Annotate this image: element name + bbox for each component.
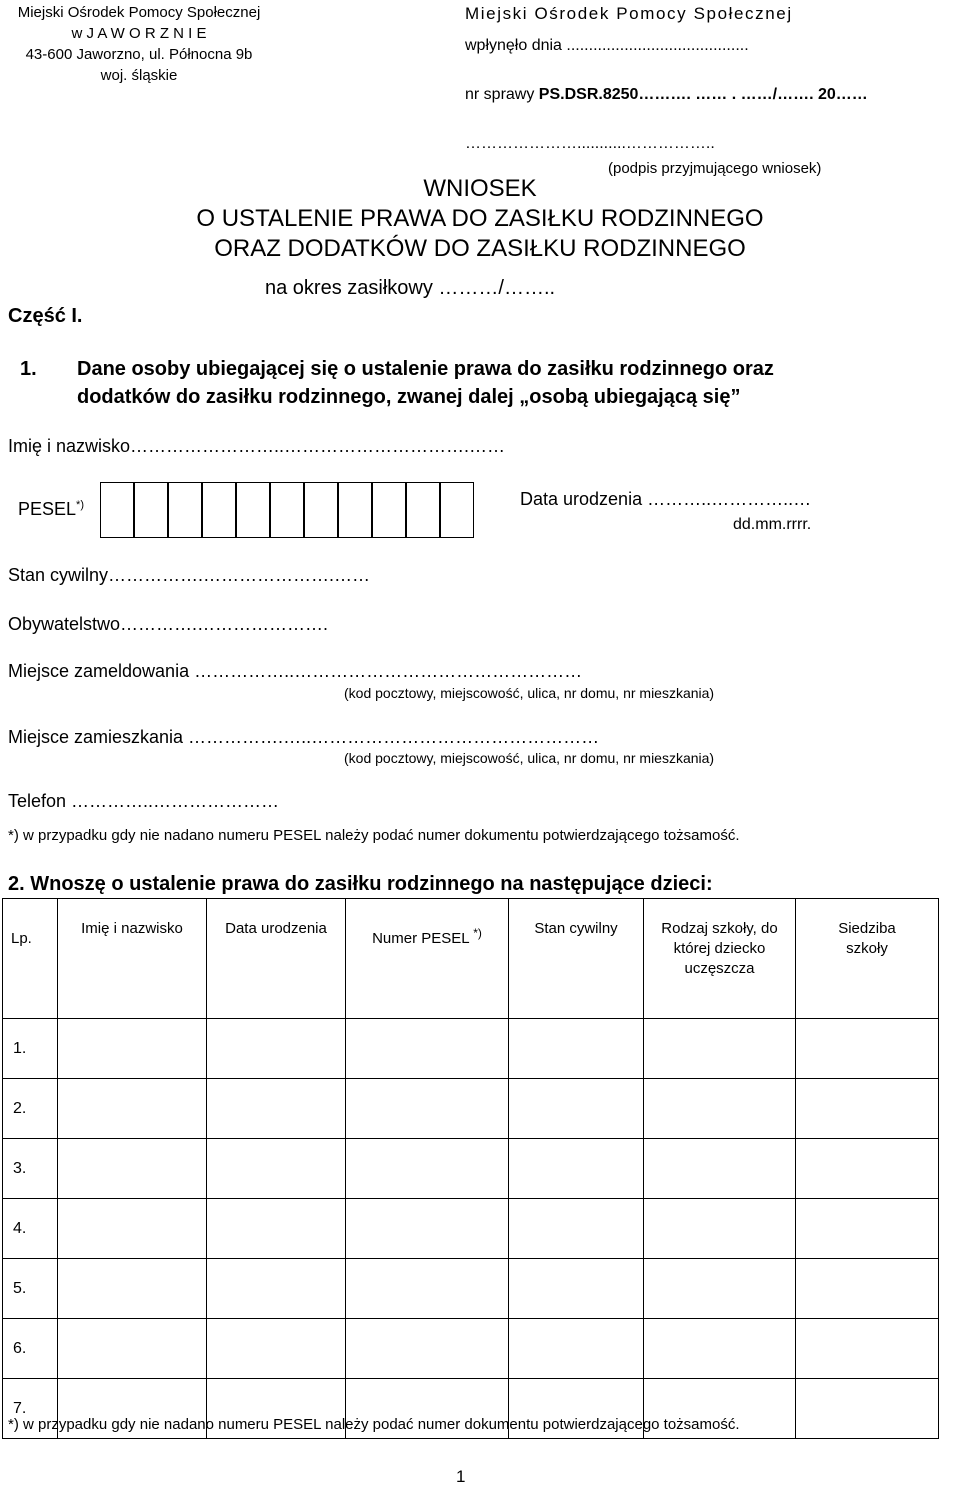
row-number: 1. <box>3 1019 58 1079</box>
pesel-digit-box[interactable] <box>270 482 304 538</box>
signature-caption: (podpis przyjmującego wniosek) <box>608 160 822 177</box>
pesel-digit-box[interactable] <box>168 482 202 538</box>
row-number: 5. <box>3 1259 58 1319</box>
pesel-digit-box[interactable] <box>338 482 372 538</box>
table-row <box>3 1259 939 1319</box>
part-label: Część I. <box>8 305 83 327</box>
child-marital-cell[interactable] <box>509 1199 644 1259</box>
pesel-label <box>18 499 84 520</box>
table-row <box>3 1199 939 1259</box>
section-2-heading: 2. Wnoszę o ustalenie prawa do zasiłku rodzinnego na następujące dzieci: <box>8 873 713 895</box>
child-pesel-cell[interactable] <box>346 1139 509 1199</box>
child-school-seat-cell[interactable] <box>796 1379 939 1439</box>
child-name-cell[interactable] <box>58 1079 207 1139</box>
institution-stamp <box>8 2 270 86</box>
child-name-cell[interactable] <box>58 1139 207 1199</box>
residence-address-hint: (kod pocztowy, miejscowość, ulica, nr domu, nr mieszkania) <box>344 750 715 766</box>
table-row <box>3 1319 939 1379</box>
pesel-digit-box[interactable] <box>134 482 168 538</box>
child-marital-cell[interactable] <box>509 1259 644 1319</box>
benefit-period-label: na okres zasiłkowy <box>265 277 439 299</box>
registered-address-field[interactable]: Miejsce zameldowania ……………..………………………………………… <box>8 661 583 681</box>
stamp-line-3: 43-600 Jaworzno, ul. Północna 9b <box>25 46 253 63</box>
child-school-seat-cell[interactable] <box>796 1139 939 1199</box>
row-number: 6. <box>3 1319 58 1379</box>
child-name-cell[interactable] <box>58 1319 207 1379</box>
column-header-pesel-text: Numer PESEL <box>372 930 470 947</box>
child-marital-cell[interactable] <box>509 1319 644 1379</box>
children-table <box>2 898 939 1439</box>
page-number: 1 <box>456 1467 466 1486</box>
table-pesel-footnote: *) w przypadku gdy nie nadano numeru PESEL należy podać numer dokumentu potwierdzającego tożsamość. <box>8 1416 740 1433</box>
table-row <box>3 1019 939 1079</box>
table-header-row <box>3 899 939 1019</box>
child-school-type-cell[interactable] <box>644 1019 796 1079</box>
column-header-pesel-mark: *) <box>473 926 482 940</box>
benefit-period-field[interactable] <box>265 277 555 300</box>
stamp-line-1: Miejski Ośrodek Pomocy Społecznej <box>17 4 261 21</box>
phone-field[interactable]: Telefon …………..………………… <box>8 791 280 811</box>
child-pesel-cell[interactable] <box>346 1259 509 1319</box>
received-date-field[interactable]: wpłynęło dnia ......................................... <box>465 37 749 54</box>
case-number-label: nr sprawy <box>465 86 539 103</box>
child-pesel-cell[interactable] <box>346 1019 509 1079</box>
child-pesel-cell[interactable] <box>346 1079 509 1139</box>
child-birth-date-cell[interactable] <box>207 1019 346 1079</box>
child-pesel-cell[interactable] <box>346 1199 509 1259</box>
pesel-digit-box[interactable] <box>202 482 236 538</box>
name-field[interactable]: Imię i nazwisko……………………..………………………….…… <box>8 436 506 456</box>
child-name-cell[interactable] <box>58 1019 207 1079</box>
child-school-type-cell[interactable] <box>644 1319 796 1379</box>
child-school-seat-cell[interactable] <box>796 1259 939 1319</box>
column-header-lp: Lp. <box>3 899 58 1019</box>
column-header-school-type: Rodzaj szkoły, do której dziecko uczęszcza <box>644 899 796 1019</box>
child-marital-cell[interactable] <box>509 1079 644 1139</box>
pesel-digit-box[interactable] <box>100 482 134 538</box>
registered-address-hint: (kod pocztowy, miejscowość, ulica, nr domu, nr mieszkania) <box>344 685 715 701</box>
column-header-school-seat: Siedziba szkoły <box>796 899 939 1019</box>
form-title: WNIOSEK <box>423 175 537 202</box>
column-header-birth-date: Data urodzenia <box>207 899 346 1019</box>
form-title-line-3: ORAZ DODATKÓW DO ZASIŁKU RODZINNEGO <box>214 235 746 262</box>
column-header-name: Imię i nazwisko <box>58 899 207 1019</box>
child-marital-cell[interactable] <box>509 1139 644 1199</box>
child-birth-date-cell[interactable] <box>207 1199 346 1259</box>
child-school-type-cell[interactable] <box>644 1139 796 1199</box>
benefit-period-value: ………/…….. <box>438 277 556 299</box>
child-name-cell[interactable] <box>58 1259 207 1319</box>
form-title-line-2: O USTALENIE PRAWA DO ZASIŁKU RODZINNEGO <box>196 205 764 232</box>
stamp-line-2: w J A W O R Z N I E <box>71 25 207 42</box>
child-name-cell[interactable] <box>58 1199 207 1259</box>
table-row <box>3 1139 939 1199</box>
table-row <box>3 1079 939 1139</box>
child-marital-cell[interactable] <box>509 1019 644 1079</box>
child-school-seat-cell[interactable] <box>796 1019 939 1079</box>
child-pesel-cell[interactable] <box>346 1319 509 1379</box>
section-1-heading: Dane osoby ubiegającej się o ustalenie prawa do zasiłku rodzinnego oraz <box>77 358 774 380</box>
child-school-seat-cell[interactable] <box>796 1319 939 1379</box>
citizenship-field[interactable]: Obywatelstwo………….…………………. <box>8 614 329 634</box>
child-school-seat-cell[interactable] <box>796 1079 939 1139</box>
residence-address-field[interactable]: Miejsce zamieszkania …………….…..………………………………………… <box>8 727 600 747</box>
row-number: 3. <box>3 1139 58 1199</box>
pesel-label-text: PESEL <box>18 499 77 519</box>
case-number-field[interactable] <box>465 86 868 104</box>
child-school-type-cell[interactable] <box>644 1079 796 1139</box>
child-birth-date-cell[interactable] <box>207 1319 346 1379</box>
row-number: 2. <box>3 1079 58 1139</box>
row-number: 7. <box>3 1379 58 1439</box>
child-school-type-cell[interactable] <box>644 1259 796 1319</box>
pesel-digit-box[interactable] <box>406 482 440 538</box>
pesel-footnote: *) w przypadku gdy nie nadano numeru PESEL należy podać numer dokumentu potwierdzającego tożsamość. <box>8 827 740 844</box>
pesel-digit-box[interactable] <box>236 482 270 538</box>
section-1-number: 1. <box>20 358 37 380</box>
stamp-line-4: woj. śląskie <box>100 67 178 84</box>
signature-line[interactable]: …………………...........…………….. <box>465 135 715 152</box>
birth-date-format: dd.mm.rrrr. <box>733 516 812 533</box>
pesel-digit-box[interactable] <box>372 482 406 538</box>
section-1-heading-line-2: dodatków do zasiłku rodzinnego, zwanej dalej „osobą ubiegającą się” <box>77 386 741 408</box>
column-header-marital-status: Stan cywilny <box>509 899 644 1019</box>
pesel-footnote-mark: *) <box>76 499 84 511</box>
office-name: Miejski Ośrodek Pomocy Społecznej <box>465 4 793 23</box>
child-school-type-cell[interactable] <box>644 1199 796 1259</box>
pesel-digit-box[interactable] <box>304 482 338 538</box>
column-header-pesel <box>346 899 509 1019</box>
pesel-digit-box[interactable] <box>440 482 474 538</box>
child-birth-date-cell[interactable] <box>207 1259 346 1319</box>
child-school-seat-cell[interactable] <box>796 1199 939 1259</box>
child-birth-date-cell[interactable] <box>207 1139 346 1199</box>
marital-status-field[interactable]: Stan cywilny…………….………………….…… <box>8 565 371 585</box>
child-birth-date-cell[interactable] <box>207 1079 346 1139</box>
row-number: 4. <box>3 1199 58 1259</box>
case-number-value: PS.DSR.8250………. …… . ……/……. 20…… <box>538 86 868 103</box>
birth-date-field[interactable]: Data urodzenia ………..…………..… <box>520 489 812 509</box>
